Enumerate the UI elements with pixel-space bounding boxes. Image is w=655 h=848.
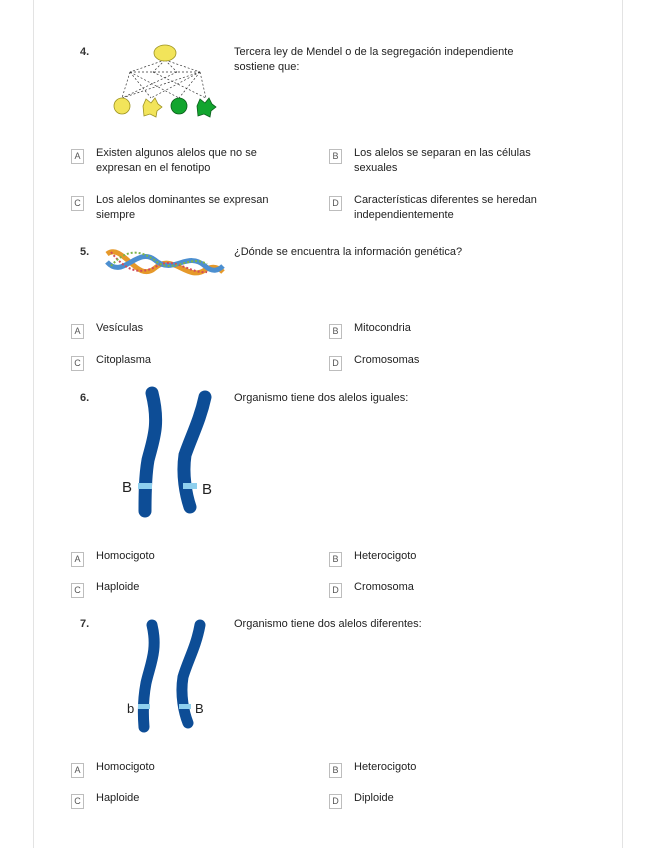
option-d[interactable] xyxy=(329,353,569,371)
left-margin-rule xyxy=(33,0,34,848)
option-letter: B xyxy=(329,552,342,567)
option-text: Homocigoto xyxy=(96,761,155,773)
option-d[interactable] xyxy=(329,193,589,223)
allele-band-left xyxy=(138,704,150,709)
option-letter: B xyxy=(329,324,342,339)
option-letter: A xyxy=(71,552,84,567)
heterozygous-chromosome-pair xyxy=(110,615,230,735)
option-c[interactable] xyxy=(71,791,311,809)
option-letter: B xyxy=(329,149,342,164)
question-text: Tercera ley de Mendel o de la segregación independiente sostiene que: xyxy=(234,46,514,73)
option-text: Los alelos dominantes se expresan siempre xyxy=(96,194,269,221)
question-number: 7. xyxy=(80,618,90,630)
offspring-pea-yellow-wrinkled xyxy=(143,98,162,117)
parent-pea xyxy=(154,45,176,61)
option-letter: D xyxy=(329,583,342,598)
allele-label-right: B xyxy=(202,481,213,498)
option-a[interactable] xyxy=(71,760,311,778)
allele-label-left: B xyxy=(122,479,133,496)
option-d[interactable] xyxy=(329,580,569,598)
dna-helix-image xyxy=(105,240,225,292)
option-b[interactable] xyxy=(329,146,569,176)
option-text: Vesículas xyxy=(96,322,144,334)
offspring-pea-green-wrinkled xyxy=(197,98,216,117)
option-text: Heterocigoto xyxy=(354,761,417,773)
option-text: Citoplasma xyxy=(96,354,152,366)
offspring-pea-yellow-round xyxy=(114,98,130,114)
option-text: Haploide xyxy=(96,581,140,593)
allele-label-left: b xyxy=(127,701,135,716)
offspring-pea-green-round xyxy=(171,98,187,114)
mendel-cross-diagram xyxy=(105,40,225,120)
option-a[interactable] xyxy=(71,321,311,339)
option-text: Homocigoto xyxy=(96,550,155,562)
option-letter: C xyxy=(71,794,84,809)
option-text: Haploide xyxy=(96,792,140,804)
option-letter: C xyxy=(71,356,84,371)
question-text: Organismo tiene dos alelos diferentes: xyxy=(234,618,422,630)
question-number: 4. xyxy=(80,46,90,58)
option-letter: A xyxy=(71,149,84,164)
option-text: Diploide xyxy=(354,792,394,804)
option-letter: A xyxy=(71,763,84,778)
question-number: 5. xyxy=(80,246,90,258)
option-a[interactable] xyxy=(71,549,311,567)
question-text: Organismo tiene dos alelos iguales: xyxy=(234,392,409,404)
question-text: ¿Dónde se encuentra la información genética? xyxy=(234,246,463,258)
option-d[interactable] xyxy=(329,791,569,809)
option-text: Los alelos se separan en las células sexuales xyxy=(354,147,531,174)
option-a[interactable] xyxy=(71,146,311,176)
option-c[interactable] xyxy=(71,353,311,371)
option-text: Cromosoma xyxy=(354,581,414,593)
allele-band-left xyxy=(138,483,152,489)
option-letter: C xyxy=(71,196,84,211)
option-text: Mitocondria xyxy=(354,322,411,334)
option-letter: B xyxy=(329,763,342,778)
right-margin-rule xyxy=(622,0,623,848)
option-text: Características diferentes se heredan independientemente xyxy=(354,194,537,221)
option-text: Cromosomas xyxy=(354,354,420,366)
option-b[interactable] xyxy=(329,549,569,567)
allele-band-right xyxy=(179,704,191,709)
allele-band-right xyxy=(183,483,197,489)
option-b[interactable] xyxy=(329,321,569,339)
homozygous-chromosome-pair xyxy=(110,385,230,520)
option-c[interactable] xyxy=(71,193,311,223)
chromosome-left xyxy=(143,625,154,727)
option-c[interactable] xyxy=(71,580,311,598)
question-number: 6. xyxy=(80,392,90,404)
option-text: Existen algunos alelos que no se expresan en el fenotipo xyxy=(96,147,257,174)
chromosome-left xyxy=(145,393,156,511)
option-b[interactable] xyxy=(329,760,569,778)
option-letter: D xyxy=(329,794,342,809)
option-letter: D xyxy=(329,356,342,371)
option-letter: C xyxy=(71,583,84,598)
option-letter: A xyxy=(71,324,84,339)
option-text: Heterocigoto xyxy=(354,550,417,562)
option-letter: D xyxy=(329,196,342,211)
allele-label-right: B xyxy=(195,701,204,716)
